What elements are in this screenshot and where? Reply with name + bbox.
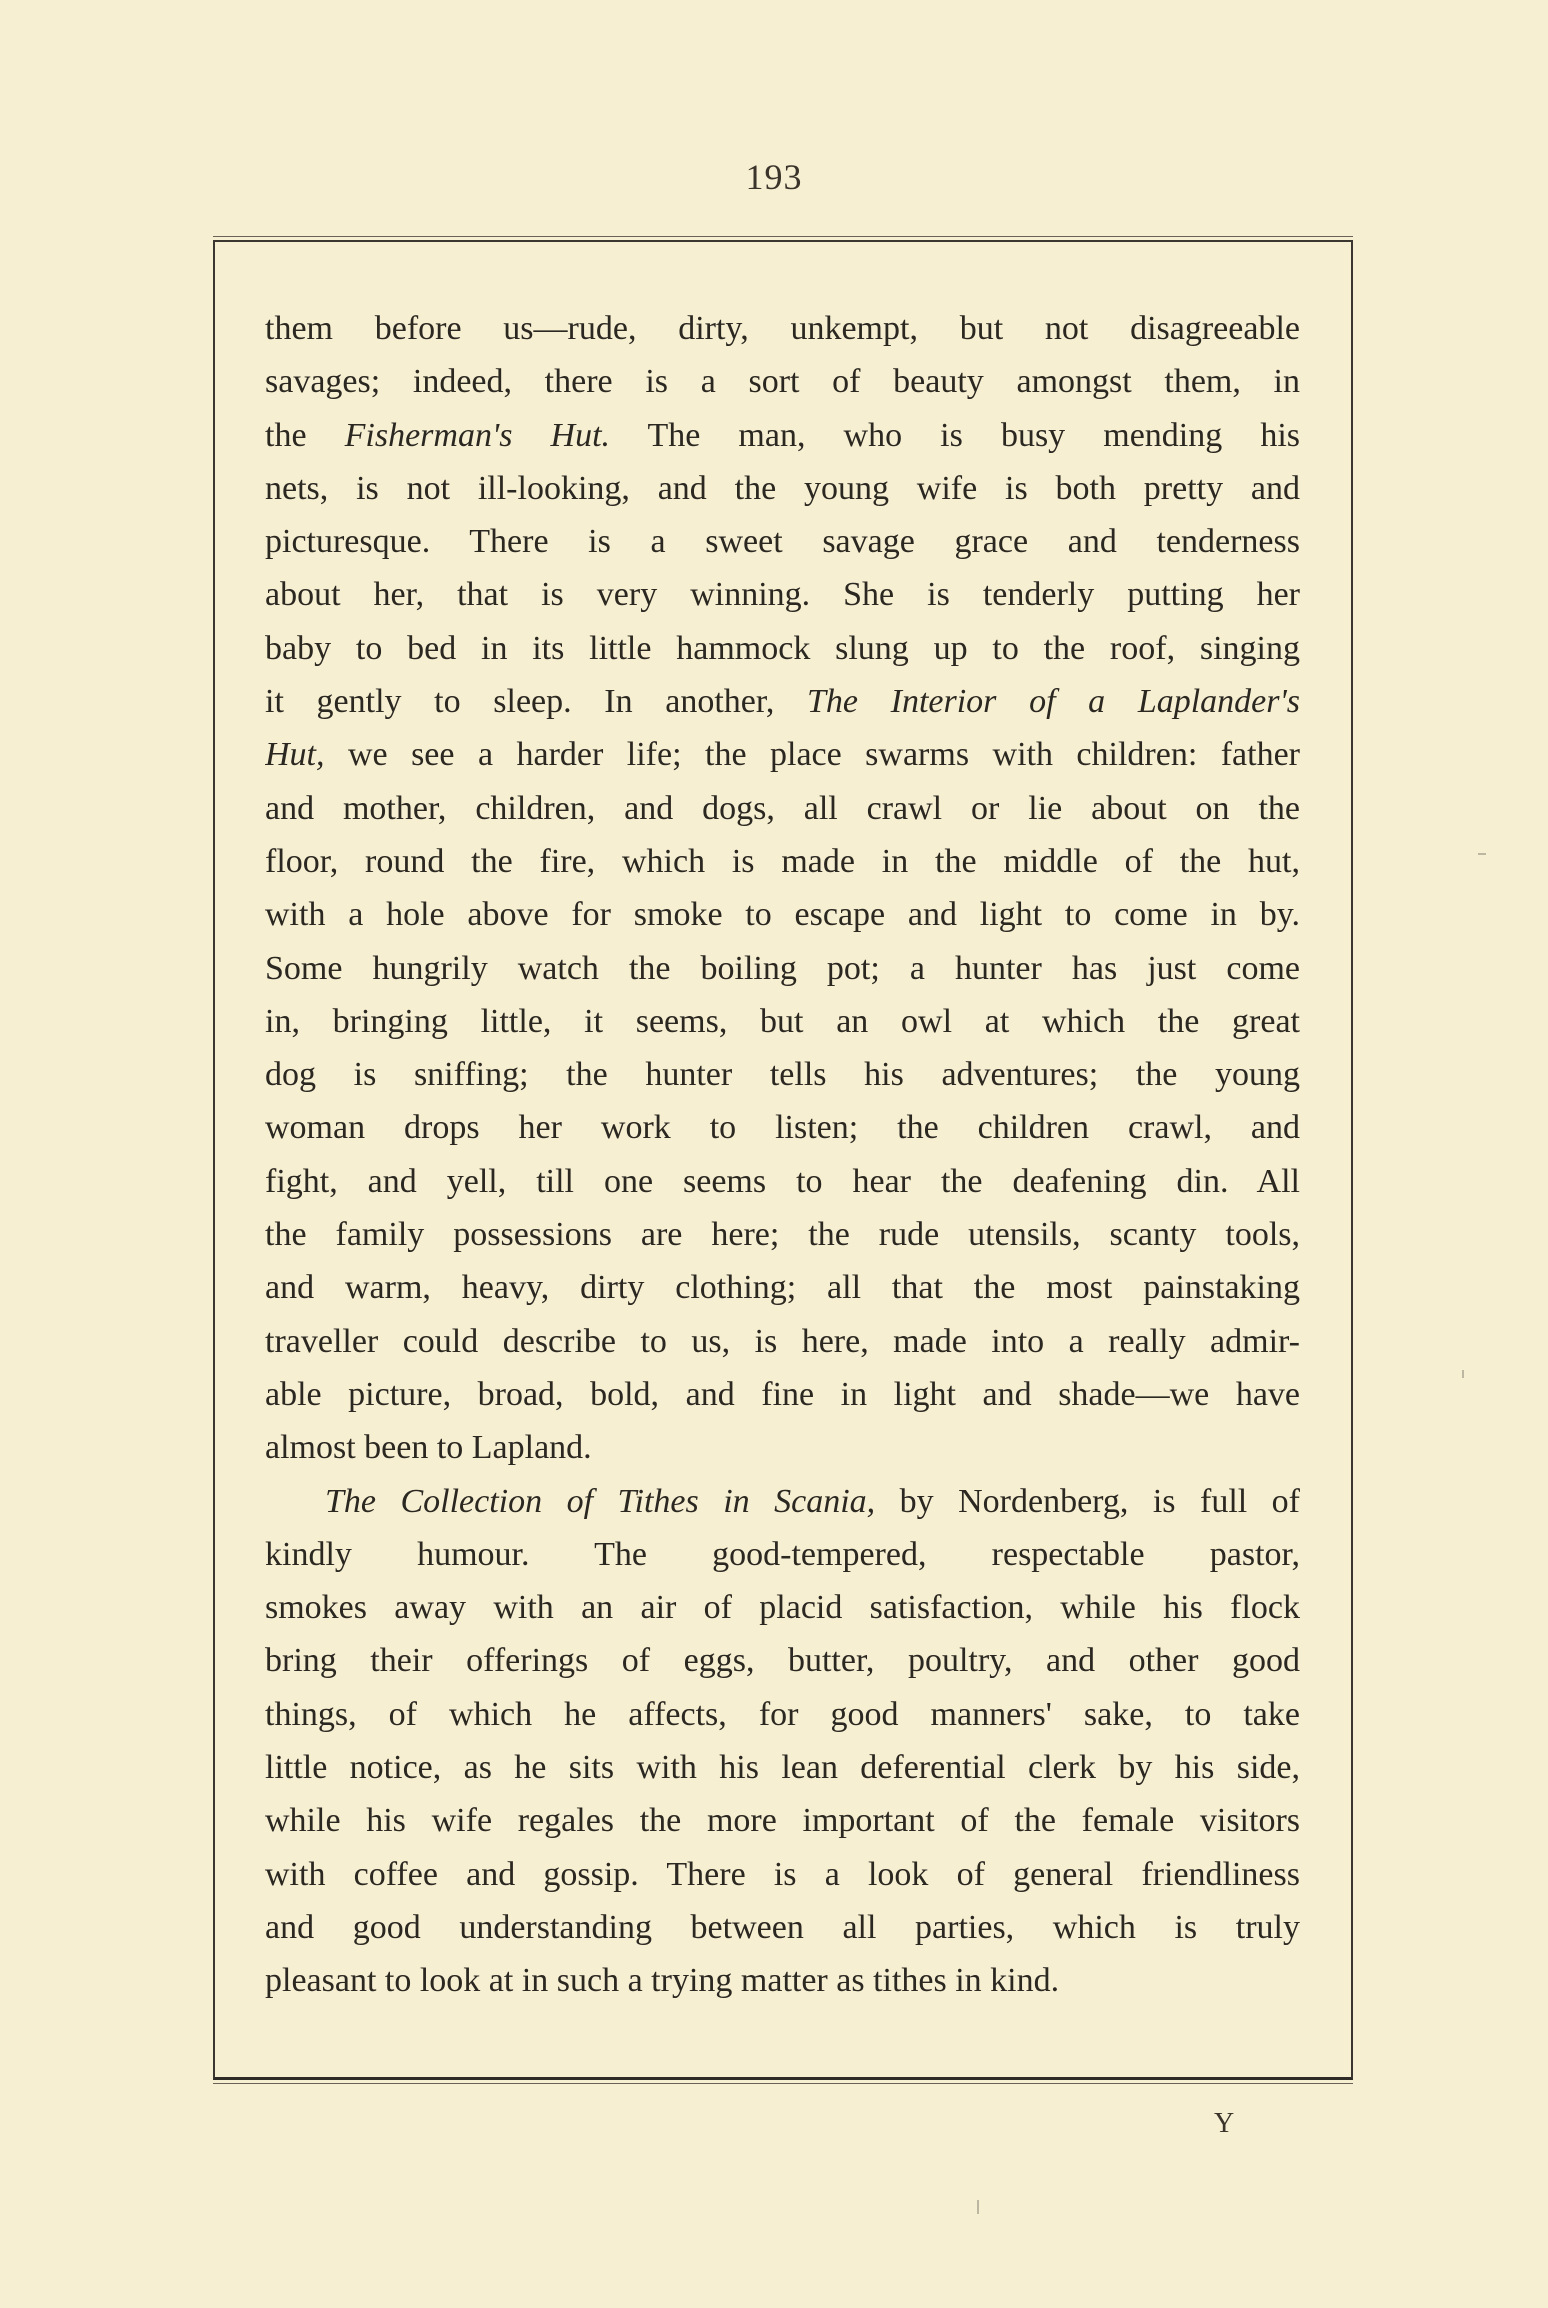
text-segment: pleasant to look at in such a trying matter as tithes in kind.: [265, 1962, 1060, 2000]
text-line: [265, 462, 1300, 515]
text-segment: with a hole above for smoke to escape and light to come in by.: [265, 896, 1300, 934]
text-segment: The man, who is busy mending his: [610, 416, 1300, 454]
text-line: [265, 1315, 1300, 1368]
text-segment: baby to bed in its little hammock slung up to the roof, singing: [265, 629, 1300, 667]
text-line: [265, 409, 1300, 462]
text-segment: and warm, heavy, dirty clothing; all that the most painstaking: [265, 1269, 1300, 1307]
text-line: [265, 1155, 1300, 1208]
text-line: [265, 1261, 1300, 1314]
text-segment: them before us—rude, dirty, unkempt, but not disagreeable: [265, 310, 1300, 347]
text-segment: and mother, children, and dogs, all crawl or lie about on the: [265, 789, 1300, 827]
text-segment: kindly humour. The good-tempered, respectable pastor,: [265, 1535, 1300, 1573]
text-line: [265, 1208, 1300, 1261]
text-line: [265, 515, 1300, 568]
text-segment: picturesque. There is a sweet savage grace and tenderness: [265, 523, 1300, 561]
text-segment: we see a harder life; the place swarms with children: father: [324, 736, 1300, 774]
text-segment: bring their offerings of eggs, butter, poultry, and other good: [265, 1642, 1300, 1680]
text-line: [265, 1794, 1300, 1847]
italic-title: The Interior of a Laplander's: [807, 683, 1300, 721]
italic-title: The Collection of Tithes in Scania,: [325, 1482, 876, 1520]
text-segment: little notice, as he sits with his lean deferential clerk by his side,: [265, 1749, 1300, 1787]
text-line: [265, 1741, 1300, 1794]
signature-mark: Y: [1214, 2108, 1235, 2139]
margin-speck: [1478, 853, 1486, 855]
text-segment: about her, that is very winning. She is tenderly putting her: [265, 576, 1300, 614]
margin-speck: [977, 2200, 979, 2214]
text-line: [265, 1421, 1300, 1474]
text-segment: floor, round the fire, which is made in the middle of the hut,: [265, 842, 1300, 880]
text-segment: the: [265, 416, 345, 454]
text-segment: things, of which he affects, for good manners' sake, to take: [265, 1695, 1300, 1733]
text-line: [265, 302, 1300, 355]
text-segment: while his wife regales the more important of the female visitors: [265, 1802, 1300, 1840]
text-segment: and good understanding between all parties, which is truly: [265, 1908, 1300, 1946]
text-line: [265, 355, 1300, 408]
body-text: [265, 302, 1300, 2008]
text-line: [265, 995, 1300, 1048]
text-segment: able picture, broad, bold, and fine in light and shade—we have: [265, 1375, 1300, 1413]
text-line: [265, 1688, 1300, 1741]
text-line: [265, 1848, 1300, 1901]
text-line: [265, 568, 1300, 621]
text-segment: savages; indeed, there is a sort of beauty amongst them, in: [265, 363, 1300, 401]
text-segment: the family possessions are here; the rude utensils, scanty tools,: [265, 1216, 1300, 1254]
text-line: [265, 1528, 1300, 1581]
text-line: [265, 835, 1300, 888]
text-line: [265, 1475, 1300, 1528]
text-line: [265, 728, 1300, 781]
text-segment: it gently to sleep. In another,: [265, 683, 807, 721]
text-segment: woman drops her work to listen; the children crawl, and: [265, 1109, 1300, 1147]
text-segment: by Nordenberg, is full of: [875, 1482, 1300, 1520]
text-line: [265, 782, 1300, 835]
text-segment: with coffee and gossip. There is a look of general friendliness: [265, 1855, 1300, 1893]
text-segment: traveller could describe to us, is here, made into a really admir-: [265, 1322, 1300, 1360]
text-line: [265, 888, 1300, 941]
text-line: [265, 1581, 1300, 1634]
italic-title: Hut,: [265, 736, 325, 774]
text-line: [265, 942, 1300, 995]
text-segment: dog is sniffing; the hunter tells his adventures; the young: [265, 1056, 1300, 1094]
text-line: [265, 1101, 1300, 1154]
text-line: [265, 1634, 1300, 1687]
text-segment: smokes away with an air of placid satisfaction, while his flock: [265, 1589, 1300, 1627]
text-segment: Some hungrily watch the boiling pot; a hunter has just come: [265, 949, 1300, 987]
text-line: [265, 675, 1300, 728]
margin-speck: [1462, 1370, 1464, 1378]
text-segment: nets, is not ill-looking, and the young wife is both pretty and: [265, 469, 1300, 507]
text-line: [265, 1048, 1300, 1101]
text-segment: in, bringing little, it seems, but an owl at which the great: [265, 1002, 1300, 1040]
text-segment: fight, and yell, till one seems to hear the deafening din. All: [265, 1162, 1300, 1200]
italic-title: Fisherman's Hut.: [344, 416, 611, 454]
text-line: [265, 1954, 1300, 2007]
text-line: [265, 622, 1300, 675]
text-segment: almost been to Lapland.: [265, 1429, 592, 1467]
text-line: [265, 1901, 1300, 1954]
text-line: [265, 1368, 1300, 1421]
page-number: 193: [745, 157, 803, 197]
